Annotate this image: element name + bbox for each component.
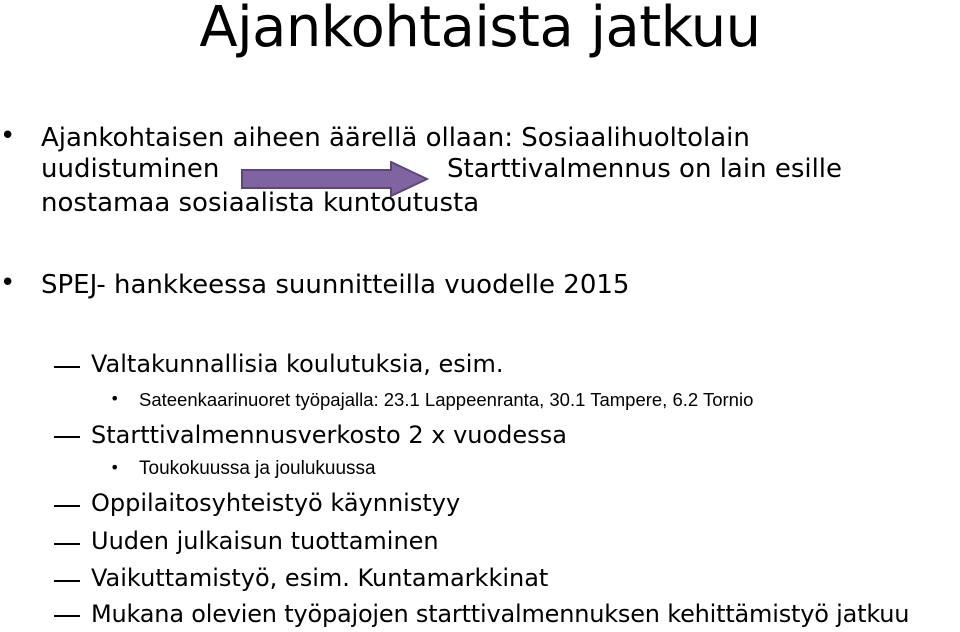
subitem-1-detail: Sateenkaarinuoret työpajalla: 23.1 Lappeenranta, 30.1 Tampere, 6.2 Tornio [139, 389, 754, 410]
bullet-dot: • [0, 268, 16, 298]
bullet-1-line-3: nostamaa sosiaalista kuntoutusta [41, 188, 480, 218]
subitem-3-text: Oppilaitosyhteistyö käynnistyy [91, 489, 461, 517]
bullet-dot-small: • [110, 389, 120, 408]
subitem-1-text: Valtakunnallisia koulutuksia, esim. [91, 350, 504, 378]
bullet-1-line-2-left: uudistuminen [41, 154, 220, 184]
subitem-4-text: Uuden julkaisun tuottaminen [91, 527, 439, 555]
bullet-dot: • [0, 121, 16, 151]
dash-marker [54, 580, 80, 582]
bullet-1-line-2-right: Starttivalmennus on lain esille [447, 154, 843, 184]
subitem-5-text: Vaikuttamistyö, esim. Kuntamarkkinat [91, 564, 549, 592]
bullet-1-line-1: Ajankohtaisen aiheen äärellä ollaan: Sosiaalihuoltolain [41, 123, 750, 153]
subitem-6-text: Mukana olevien työpajojen starttivalmennuksen kehittämistyö jatkuu [91, 600, 910, 628]
dash-marker [54, 436, 80, 438]
dash-marker [54, 615, 80, 617]
bullet-2-text: SPEJ- hankkeessa suunnitteilla vuodelle 2015 [41, 270, 630, 300]
slide-title: Ajankohtaista jatkuu [199, 0, 761, 60]
subitem-2-detail: Toukokuussa ja joulukuussa [139, 458, 376, 479]
dash-marker [54, 543, 80, 545]
dash-marker [54, 505, 80, 507]
subitem-2-text: Starttivalmennusverkosto 2 x vuodessa [91, 421, 567, 449]
bullet-dot-small: • [110, 458, 120, 477]
dash-marker [54, 366, 80, 368]
